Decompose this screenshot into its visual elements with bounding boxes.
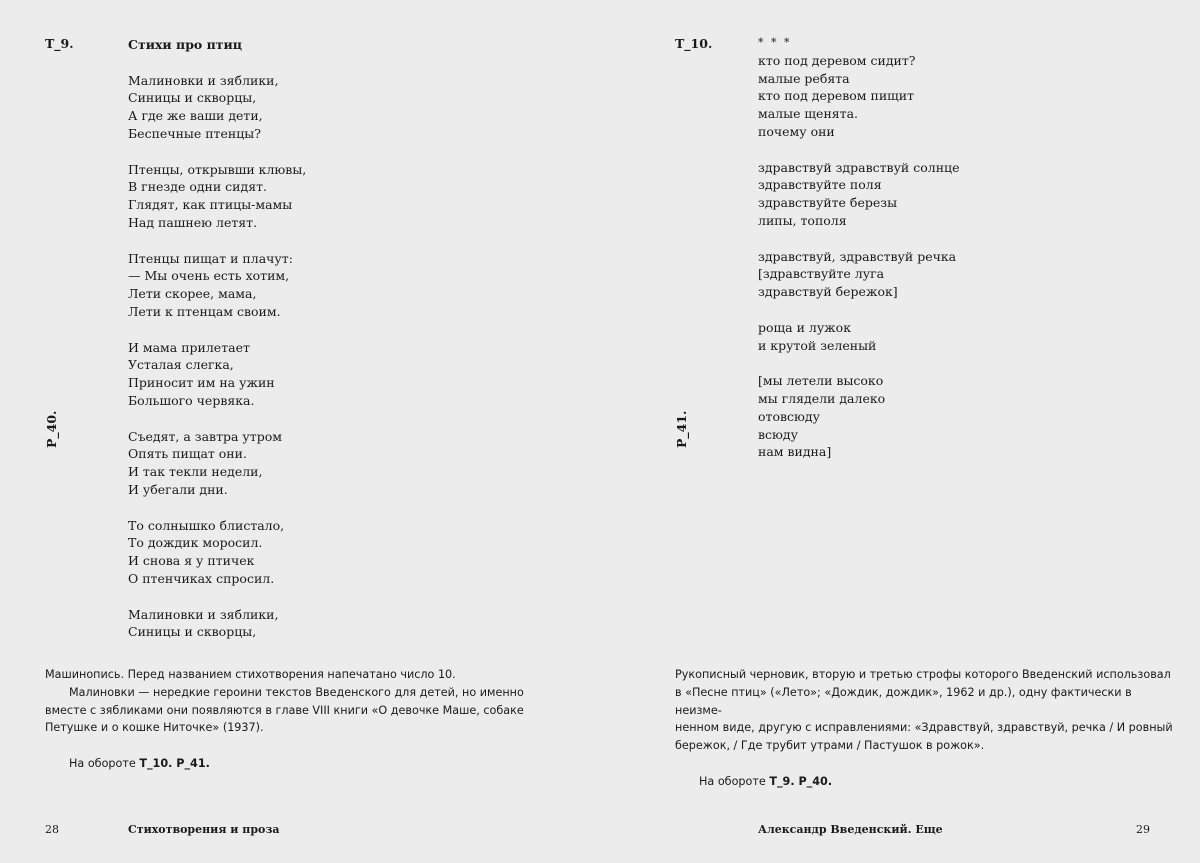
commentary: [45, 666, 565, 773]
stanza: [758, 319, 959, 355]
poem-line: Усталая слегка,: [128, 357, 234, 373]
poem-line: роща и лужок: [758, 319, 852, 335]
asterism: * * *: [758, 36, 792, 49]
poem-line: мы глядели далеко: [758, 390, 886, 406]
poem: [128, 36, 306, 641]
poem-line: Опять пищат они.: [128, 446, 247, 462]
stanza: [758, 372, 959, 461]
poem-line: липы, тополя: [758, 212, 847, 228]
note-line: в «Песне птиц» («Лето»; «Дождик, дождик», 1962 и др.), одну фактически в неизме-: [675, 685, 1132, 717]
note-line: Малиновки — нередкие героини текстов Введенского для детей, но именно: [69, 685, 524, 699]
poem-line: О птенчиках спросил.: [128, 570, 275, 586]
page-code-vertical: P_40.: [44, 410, 59, 448]
poem-line: И убегали дни.: [128, 481, 228, 497]
page-code-vertical: P_41.: [674, 410, 689, 448]
poem-line: и крутой зеленый: [758, 337, 877, 353]
poem-line: Птенцы, открывши клювы,: [128, 161, 307, 177]
poem-line: всюду: [758, 426, 798, 442]
poem-line: здравствуй здравствуй солнце: [758, 159, 960, 175]
poem-line: Синицы и скворцы,: [128, 90, 257, 106]
note-line: бережок, / Где трубит утрами / Пастушок в рожок».: [675, 739, 985, 753]
poem-line: — Мы очень есть хотим,: [128, 268, 290, 284]
footer: [1136, 823, 1150, 836]
note-line: вместе с зябликами они появляются в главе VIII книги «О девочке Маше, собаке: [45, 703, 524, 717]
poem-line: кто под деревом пищит: [758, 88, 915, 104]
footer: [45, 823, 59, 836]
stanza: [128, 428, 306, 499]
poem-line: здравствуйте березы: [758, 195, 898, 211]
stanza: [758, 159, 959, 230]
poem-line: кто под деревом сидит?: [758, 52, 916, 68]
stanza: [128, 606, 306, 642]
poem-line: [здравствуйте луга: [758, 266, 885, 282]
poem-line: Лети к птенцам своим.: [128, 303, 281, 319]
poem-line: Большого червяка.: [128, 392, 255, 408]
poem-line: Лети скорее, мама,: [128, 286, 257, 302]
verso-codes: T_10. P_41.: [139, 756, 210, 770]
poem-line: Беспечные птенцы?: [128, 125, 261, 141]
note-line: Петушке и о кошке Ниточке» (1937).: [45, 721, 264, 735]
poem-line: И так текли недели,: [128, 464, 263, 480]
poem-line: [мы летели высоко: [758, 373, 884, 389]
poem-line: Над пашнею летят.: [128, 214, 258, 230]
running-title: Александр Введенский. Еще: [758, 823, 943, 836]
poem-line: Малиновки и зяблики,: [128, 606, 279, 622]
page-number: 28: [45, 823, 59, 836]
poem-line: Съедят, а завтра утром: [128, 428, 282, 444]
poem-line: То солнышко блистало,: [128, 517, 285, 533]
poem-line: И мама прилетает: [128, 339, 250, 355]
stanza: [758, 248, 959, 301]
right-page: [600, 0, 1200, 863]
poem-line: Малиновки и зяблики,: [128, 72, 279, 88]
text-code: T_9.: [45, 36, 74, 51]
poem-line: нам видна]: [758, 444, 832, 460]
text-code: T_10.: [675, 36, 713, 51]
page-number: 29: [1136, 823, 1150, 836]
poem-line: малые ребята: [758, 70, 850, 86]
poem-title: Стихи про птиц: [128, 37, 243, 52]
poem-body: [758, 52, 959, 461]
poem-line: Птенцы пищат и плачут:: [128, 250, 293, 266]
poem-body: [128, 72, 306, 642]
stanza: [128, 161, 306, 232]
poem-line: Синицы и скворцы,: [128, 624, 257, 640]
verso-label: На обороте: [699, 774, 766, 788]
poem-line: почему они: [758, 123, 835, 139]
verso-reference: [675, 773, 1175, 791]
verso-codes: T_9. P_40.: [769, 774, 833, 788]
stanza: [128, 250, 306, 321]
verso-reference: [45, 755, 565, 773]
stanza: [128, 517, 306, 588]
poem-line: Приносит им на ужин: [128, 375, 275, 391]
note-line: Машинопись. Перед названием стихотворения напечатано число 10.: [45, 668, 456, 681]
poem-line: здравствуй бережок]: [758, 284, 898, 300]
stanza: [128, 339, 306, 410]
poem-line: отовсюду: [758, 408, 820, 424]
poem-line: То дождик моросил.: [128, 535, 263, 551]
poem: [758, 34, 959, 461]
poem-line: Глядят, как птицы-мамы: [128, 197, 293, 213]
note-line: Рукописный черновик, вторую и третью строфы которого Введенский использовал: [675, 668, 1171, 681]
commentary: [675, 666, 1175, 791]
running-title: Стихотворения и проза: [128, 823, 280, 836]
poem-line: И снова я у птичек: [128, 553, 255, 569]
poem-line: здравствуй, здравствуй речка: [758, 248, 957, 264]
poem-line: здравствуйте поля: [758, 177, 882, 193]
note-line: ненном виде, другую с исправлениями: «Здравствуй, здравствуй, речка / И ровный: [675, 721, 1173, 735]
poem-line: А где же ваши дети,: [128, 108, 263, 124]
poem-line: В гнезде одни сидят.: [128, 179, 267, 195]
stanza: [758, 52, 959, 141]
poem-line: малые щенята.: [758, 106, 859, 122]
verso-label: На обороте: [69, 756, 136, 770]
stanza: [128, 72, 306, 143]
